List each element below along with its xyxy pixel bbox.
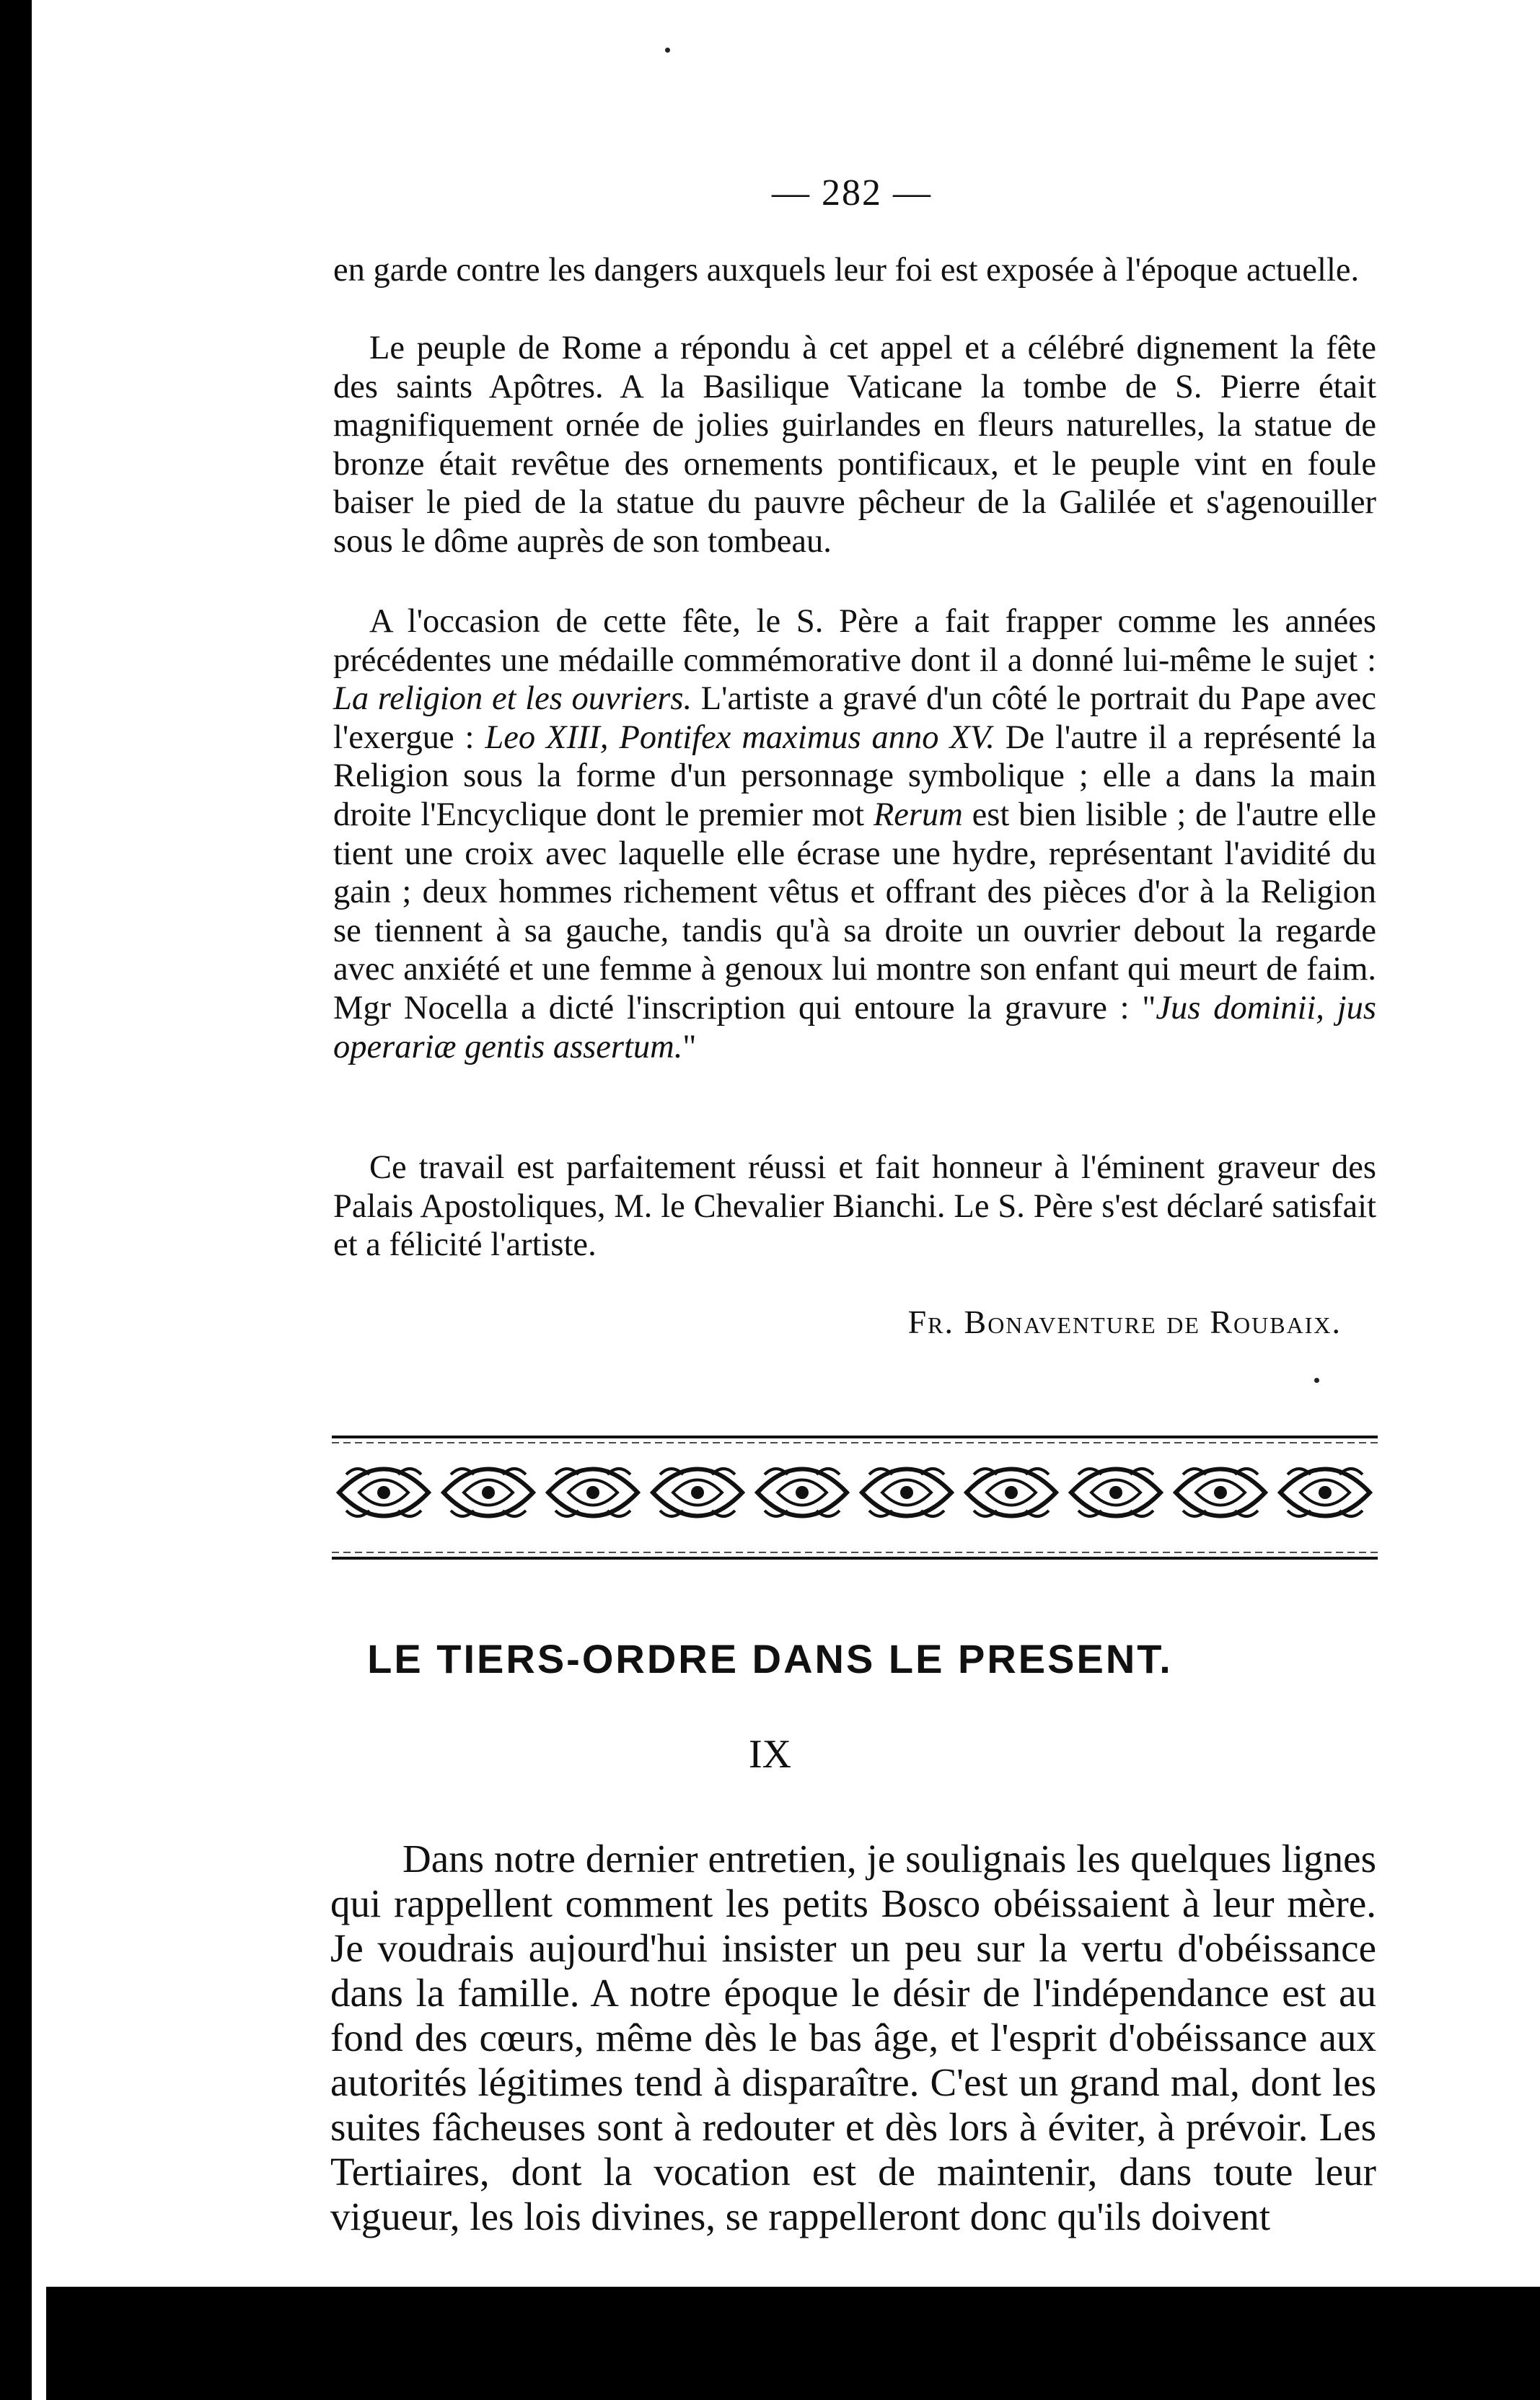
ornament-motif xyxy=(339,1469,428,1516)
ornament-row xyxy=(339,1469,1370,1516)
page-number: — 282 — xyxy=(772,172,932,214)
italic-inscription: Jus dominii, jus operariæ gentis assertum. xyxy=(333,989,1376,1065)
paragraph-engraver: Ce travail est parfaitement réussi et fait honneur à l'éminent graveur des Palais Apostoliques, M. le Chevalier Bianchi. Le S. Père s'est déclaré satisfait et a félicité l'artiste. xyxy=(333,1149,1376,1264)
ornamental-divider xyxy=(332,1431,1378,1575)
section-number: IX xyxy=(748,1732,792,1777)
ornament-motif xyxy=(653,1469,742,1516)
paragraph-medal: A l'occasion de cette fête, le S. Père a fait frapper comme les années précédentes une médaille commémorative dont il a donné lui-même le sujet : La religion et les ouvriers. L'artiste a gravé d'un côté le portrait du Pape avec l'exergue : Leo XIII, Pontifex maximus anno XV. De l'autre il a représenté la Religion sous la forme d'un personnage symbolique ; elle a dans la main droite l'Encyclique dont le premier mot Rerum est bien lisible ; de l'autre elle tient une croix avec laquelle elle écrase une hydre, représentant l'avidité du gain ; deux hommes richement vêtus et offrant des pièces d'or à la Religion se tiennent à sa gauche, tandis qu'à sa droite un ouvrier debout la regarde avec anxiété et une femme à genoux lui montre son enfant qui meurt de faim. Mgr Nocella a dicté l'inscription qui entoure la gravure : "Jus dominii, jus operariæ gentis assertum." xyxy=(333,603,1376,1065)
paragraph-feast: Le peuple de Rome a répondu à cet appel et a célébré dignement la fête des saints Apôtres. A la Basilique Vaticane la tombe de S. Pierre était magnifiquement ornée de jolies guirlandes en fleurs naturelles, la statue de bronze était revêtue des ornements pontificaux, et le peuple vint en foule baiser le pied de la statue du pauvre pêcheur de la Galilée et s'agenouiller sous le dôme auprès de son tombeau. xyxy=(333,330,1376,560)
italic-medal-subject: La religion et les ouvriers. xyxy=(333,680,692,718)
author-signature: Fr. Bonaventure de Roubaix. xyxy=(907,1304,1342,1340)
scan-left-border xyxy=(0,0,32,2400)
ornament-motif xyxy=(967,1469,1056,1516)
italic-exergue: Leo XIII, Pontifex maximus anno XV. xyxy=(485,718,995,756)
italic-rerum: Rerum xyxy=(873,796,963,833)
paragraph-obedience: Dans notre dernier entretien, je soulignais les quelques lignes qui rappellent comment les petits Bosco obéissaient à leur mère. Je voudrais aujourd'hui insister un peu sur la vertu d'obéissance dans la famille. A notre époque le désir de l'indépendance est au fond des cœurs, même dès le bas âge, et l'esprit d'obéissance aux autorités légitimes tend à disparaître. C'est un grand mal, dont les suites fâcheuses sont à redouter et dès lors à éviter, à prévoir. Les Tertiaires, dont la vocation est de maintenir, dans toute leur vigueur, les lois divines, se rappelleront donc qu'ils doivent xyxy=(330,1837,1376,2238)
scan-speck xyxy=(665,48,670,53)
paragraph-continuation: en garde contre les dangers auxquels leur foi est exposée à l'époque actuelle. xyxy=(333,252,1360,289)
ornament-motif xyxy=(1071,1469,1161,1516)
scan-speck xyxy=(1314,1378,1319,1383)
scan-bottom-border xyxy=(46,2287,1540,2400)
section-title: LE TIERS-ORDRE DANS LE PRESENT. xyxy=(367,1636,1173,1682)
ornament-motif xyxy=(862,1469,951,1516)
ornament-motif xyxy=(548,1469,638,1516)
ornament-motif xyxy=(444,1469,533,1516)
ornament-motif xyxy=(757,1469,847,1516)
ornament-motif xyxy=(1280,1469,1370,1516)
ornament-motif xyxy=(1176,1469,1265,1516)
